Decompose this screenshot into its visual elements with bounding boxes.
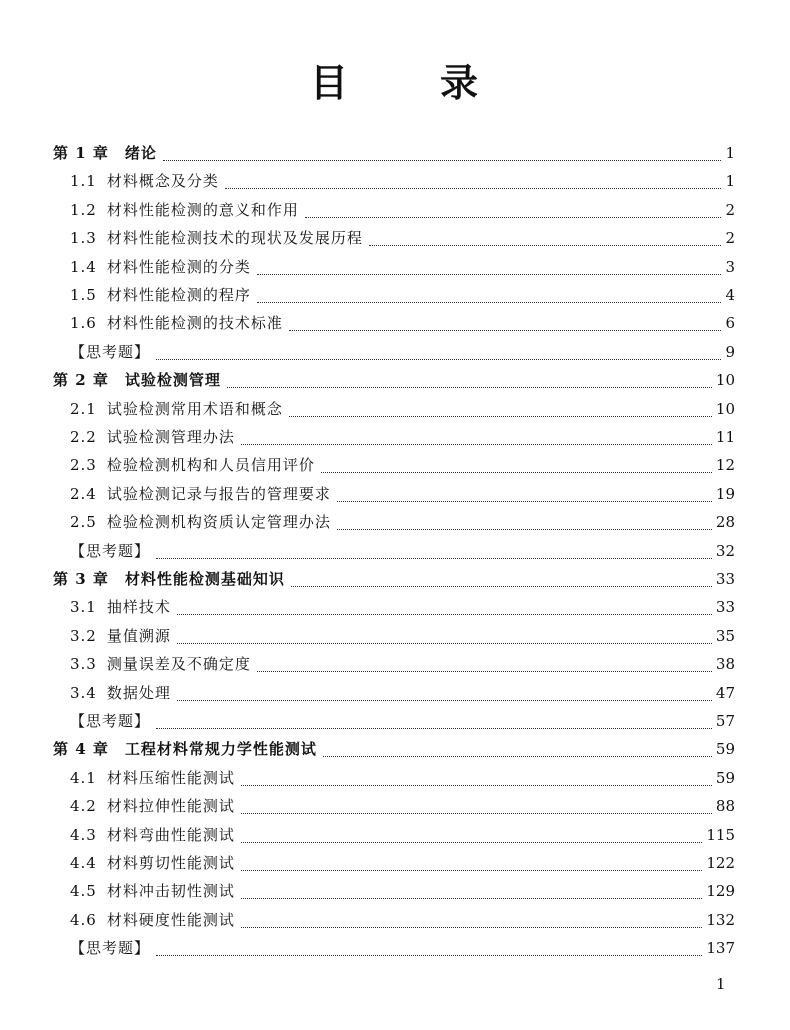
toc-section-row[interactable] — [70, 284, 735, 308]
toc-leader-dots — [177, 643, 712, 644]
toc-leader-dots — [241, 898, 702, 899]
toc-entry-page: 33 — [715, 570, 735, 588]
toc-entry-number: 第 1 章 — [53, 144, 109, 162]
toc-entry-number: 2.1 — [70, 399, 97, 418]
toc-entry-page: 88 — [715, 797, 735, 816]
toc-entry-title: 材料性能检测的技术标准 — [106, 314, 283, 333]
toc-leader-dots — [156, 558, 712, 559]
toc-entry-number: 3.1 — [70, 598, 97, 617]
toc-leader-dots — [289, 330, 721, 331]
toc-entry-title: 试验检测记录与报告的管理要求 — [106, 484, 331, 503]
toc-entry-number: 4.6 — [70, 910, 97, 929]
page-number: 1 — [716, 975, 726, 993]
toc-entry-number: 3.4 — [70, 683, 97, 702]
toc-leader-dots — [241, 785, 712, 786]
toc-entry-number: 2.2 — [70, 428, 97, 446]
toc-entry-page: 11 — [715, 428, 735, 446]
toc-entry-number: 第 4 章 — [53, 740, 109, 759]
toc-entry-page: 28 — [715, 513, 735, 532]
toc-section-row[interactable] — [70, 795, 735, 819]
toc-entry-title: 材料性能检测的分类 — [106, 257, 251, 276]
toc-leader-dots — [257, 671, 712, 672]
toc-entry-title: 材料性能检测技术的现状及发展历程 — [106, 229, 363, 248]
toc-section-row[interactable] — [70, 312, 735, 336]
toc-leader-dots — [163, 160, 721, 161]
toc-leader-dots — [323, 756, 712, 757]
toc-entry-title: 材料剪切性能测试 — [106, 854, 235, 872]
toc-leader-dots — [321, 472, 712, 473]
toc-leader-dots — [225, 188, 721, 189]
toc-entry-title: 抽样技术 — [106, 598, 171, 617]
toc-section-row[interactable] — [70, 596, 735, 620]
toc-leader-dots — [156, 955, 702, 956]
toc-entry-number: 2.4 — [70, 484, 97, 503]
toc-entry-number: 1.5 — [70, 286, 97, 304]
toc-section-row[interactable] — [70, 256, 735, 280]
toc-section-row[interactable] — [70, 653, 735, 677]
toc-leader-dots — [177, 700, 712, 701]
toc-section-row[interactable] — [70, 824, 735, 848]
toc-entry-title: 材料拉伸性能测试 — [106, 797, 235, 816]
toc-entry-number: 1.6 — [70, 314, 97, 333]
toc-entry-title: 数据处理 — [106, 683, 171, 702]
toc-entry-page: 1 — [725, 172, 735, 191]
toc-entry-title: 【思考题】 — [70, 939, 151, 958]
toc-entry-number: 4.1 — [70, 768, 97, 787]
toc-entry-number: 第 3 章 — [53, 570, 109, 588]
toc-entry-title: 检验检测机构和人员信用评价 — [106, 456, 315, 475]
toc-section-row[interactable] — [70, 426, 735, 450]
page-title-right: 录 — [440, 60, 481, 105]
toc-entry-page: 19 — [715, 484, 735, 503]
toc-questions-row[interactable] — [70, 540, 735, 564]
toc-entry-number: 1.1 — [70, 172, 97, 191]
toc-leader-dots — [305, 217, 721, 218]
toc-section-row[interactable] — [70, 625, 735, 649]
toc-entry-page: 3 — [725, 257, 735, 276]
toc-entry-page: 6 — [725, 314, 735, 333]
toc-entry-title: 量值溯源 — [106, 626, 171, 645]
toc-entry-page: 10 — [715, 399, 735, 418]
toc-section-row[interactable] — [70, 909, 735, 933]
toc-entry-page: 59 — [715, 740, 735, 759]
toc-entry-title: 【思考题】 — [70, 712, 151, 730]
toc-entry-title: 材料性能检测基础知识 — [124, 570, 285, 588]
page-title-left: 目 — [309, 60, 350, 105]
toc-entry-number: 1.2 — [70, 200, 97, 219]
toc-entry-page: 132 — [706, 910, 735, 929]
toc-leader-dots — [291, 586, 712, 587]
toc-leader-dots — [177, 614, 712, 615]
toc-entry-title: 工程材料常规力学性能测试 — [124, 740, 317, 759]
toc-entry-title: 材料概念及分类 — [106, 172, 219, 191]
toc-entry-page: 38 — [715, 655, 735, 674]
toc-leader-dots — [241, 813, 712, 814]
toc-leader-dots — [241, 444, 712, 445]
toc-entry-title: 试验检测管理 — [124, 371, 221, 390]
toc-section-row[interactable] — [70, 227, 735, 251]
toc-entry-page: 122 — [706, 854, 735, 872]
page-title — [0, 52, 790, 107]
toc-section-row[interactable] — [70, 767, 735, 791]
toc-entry-page: 4 — [725, 286, 735, 304]
toc-entry-title: 绪论 — [124, 144, 157, 162]
toc-entry-title: 【思考题】 — [70, 541, 151, 560]
toc-entry-page: 59 — [715, 768, 735, 787]
toc-section-row[interactable] — [70, 454, 735, 478]
toc-leader-dots — [241, 870, 702, 871]
toc-entry-page: 1 — [725, 144, 735, 162]
toc-entry-page: 12 — [715, 456, 735, 475]
toc-entry-page: 9 — [725, 342, 735, 361]
toc-leader-dots — [241, 927, 702, 928]
toc-section-row[interactable] — [70, 398, 735, 422]
toc-entry-page: 10 — [715, 371, 735, 390]
toc-entry-number: 4.2 — [70, 797, 97, 816]
toc-entry-number: 4.4 — [70, 854, 97, 872]
toc-entry-number: 3.3 — [70, 655, 97, 674]
toc-entry-page: 2 — [725, 200, 735, 219]
toc-questions-row[interactable] — [70, 937, 735, 961]
toc-entry-title: 材料冲击韧性测试 — [106, 882, 235, 901]
toc-section-row[interactable] — [70, 511, 735, 535]
toc-section-row[interactable] — [70, 880, 735, 904]
toc-entry-title: 测量误差及不确定度 — [106, 655, 251, 674]
toc-section-row[interactable] — [70, 852, 735, 876]
toc-leader-dots — [289, 416, 712, 417]
toc-entry-title: 材料硬度性能测试 — [106, 910, 235, 929]
toc-entry-title: 材料性能检测的意义和作用 — [106, 200, 299, 219]
toc-leader-dots — [369, 245, 721, 246]
toc-leader-dots — [156, 728, 712, 729]
toc-leader-dots — [241, 842, 702, 843]
toc-entry-title: 检验检测机构资质认定管理办法 — [106, 513, 331, 532]
toc-entry-page: 47 — [715, 683, 735, 702]
toc-chapter-row[interactable] — [53, 738, 735, 762]
toc-chapter-row[interactable] — [53, 142, 735, 166]
toc-section-row[interactable] — [70, 199, 735, 223]
toc-entry-number: 1.4 — [70, 257, 97, 276]
toc-entry-page: 129 — [706, 882, 735, 901]
toc-entry-title: 材料性能检测的程序 — [106, 286, 251, 304]
toc-leader-dots — [227, 387, 712, 388]
toc-entry-number: 4.5 — [70, 882, 97, 901]
toc-entry-page: 32 — [715, 541, 735, 560]
toc-section-row[interactable] — [70, 170, 735, 194]
toc-entry-number: 第 2 章 — [53, 371, 109, 390]
toc-entry-number: 2.5 — [70, 513, 97, 532]
toc-chapter-row[interactable] — [53, 369, 735, 393]
toc-entry-number: 3.2 — [70, 626, 97, 645]
toc-entry-page: 33 — [715, 598, 735, 617]
toc-chapter-row[interactable] — [53, 568, 735, 592]
toc-entry-title: 试验检测管理办法 — [106, 428, 235, 446]
toc-entry-title: 材料弯曲性能测试 — [106, 825, 235, 844]
toc-questions-row[interactable] — [70, 710, 735, 734]
toc-entry-page: 115 — [706, 825, 735, 844]
toc-leader-dots — [337, 501, 712, 502]
toc-leader-dots — [257, 302, 721, 303]
toc-entry-page: 137 — [706, 939, 735, 958]
toc-entry-title: 试验检测常用术语和概念 — [106, 399, 283, 418]
toc-entry-number: 2.3 — [70, 456, 97, 475]
toc-entry-page: 35 — [715, 626, 735, 645]
toc-entry-number: 1.3 — [70, 229, 97, 248]
toc-entry-title: 材料压缩性能测试 — [106, 768, 235, 787]
toc-entry-page: 2 — [725, 229, 735, 248]
toc-leader-dots — [257, 274, 721, 275]
toc-entry-title: 【思考题】 — [70, 342, 151, 361]
toc-leader-dots — [337, 529, 712, 530]
toc-questions-row[interactable] — [70, 341, 735, 365]
toc-section-row[interactable] — [70, 483, 735, 507]
toc-section-row[interactable] — [70, 682, 735, 706]
toc-entry-page: 57 — [715, 712, 735, 730]
toc-entry-number: 4.3 — [70, 825, 97, 844]
toc-leader-dots — [156, 359, 721, 360]
